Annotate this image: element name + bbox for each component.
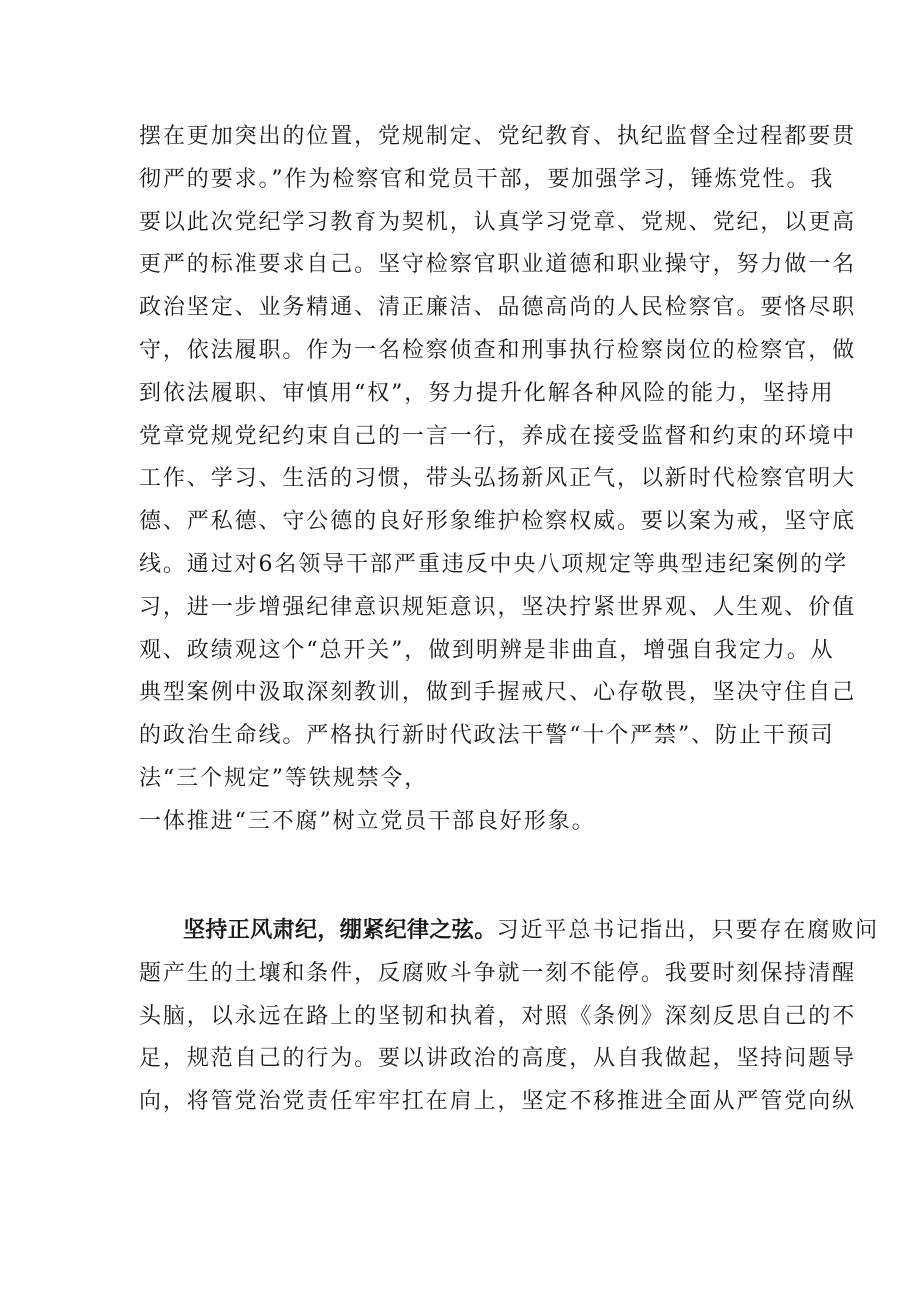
text-line: 题产生的土壤和条件，反腐败斗争就一刻不能停。我要时刻保持清醒 xyxy=(139,960,857,986)
text-line: 摆在更加突出的位置，党规制定、党纪教育、执纪监督全过程都要贯 xyxy=(139,124,857,149)
text-line: 典型案例中汲取深刻教训，做到手握戒尺、心存敬畏，坚决守住自己 xyxy=(139,680,857,706)
text-line: 头脑，以永远在路上的坚韧和执着，对照《条例》深刻反思自己的不 xyxy=(139,1003,857,1029)
text-line-first xyxy=(139,910,880,953)
text-line: 守，依法履职。作为一名检察侦查和刑事执行检察岗位的检察官，做 xyxy=(139,337,857,363)
text-line-rest: 习近平总书记指出，只要存在腐败问 xyxy=(496,918,880,943)
text-line: 法“三个规定”等铁规禁令， xyxy=(139,765,429,791)
text-line: 习，进一步增强纪律意识规矩意识，坚决拧紧世界观、人生观、价值 xyxy=(139,594,857,620)
text-line: 要以此次党纪学习教育为契机，认真学习党章、党规、党纪，以更高 xyxy=(139,209,857,235)
text-line: 到依法履职、审慎用“权”，努力提升化解各种风险的能力，坚持用 xyxy=(139,380,835,406)
text-line: 线。通过对6名领导干部严重违反中央八项规定等典型违纪案例的学 xyxy=(139,551,848,577)
text-line: 足，规范自己的行为。要以讲政治的高度，从自我做起，坚持问题导 xyxy=(139,1046,857,1072)
text-line: 彻严的要求。”作为检察官和党员干部，要加强学习，锤炼党性。我 xyxy=(139,166,835,192)
paragraph-heading: 坚持正风肃纪，绷紧纪律之弦。 xyxy=(183,918,497,943)
text-line: 党章党规党纪约束自己的一言一行，养成在接受监督和约束的环境中 xyxy=(139,423,857,449)
text-line: 的政治生命线。严格执行新时代政法干警“十个严禁”、防止干预司 xyxy=(139,723,835,749)
text-line: 一体推进“三不腐”树立党员干部良好形象。 xyxy=(139,808,596,834)
paragraph-discipline xyxy=(139,910,880,1124)
text-line: 德、严私德、守公德的良好形象维护检察权威。要以案为戒，坚守底 xyxy=(139,509,857,535)
text-line: 观、政绩观这个“总开关”，做到明辨是非曲直，增强自我定力。从 xyxy=(139,637,835,663)
text-line: 工作、学习、生活的习惯，带头弘扬新风正气，以新时代检察官明大 xyxy=(139,466,857,492)
text-line: 政治坚定、业务精通、清正廉洁、品德高尚的人民检察官。要恪尽职 xyxy=(139,295,857,321)
paragraph-continued xyxy=(139,116,857,844)
text-line: 向，将管党治党责任牢牢扛在肩上，坚定不移推进全面从严管党向纵 xyxy=(139,1089,857,1115)
text-line: 更严的标准要求自己。坚守检察官职业道德和职业操守，努力做一名 xyxy=(139,252,857,278)
